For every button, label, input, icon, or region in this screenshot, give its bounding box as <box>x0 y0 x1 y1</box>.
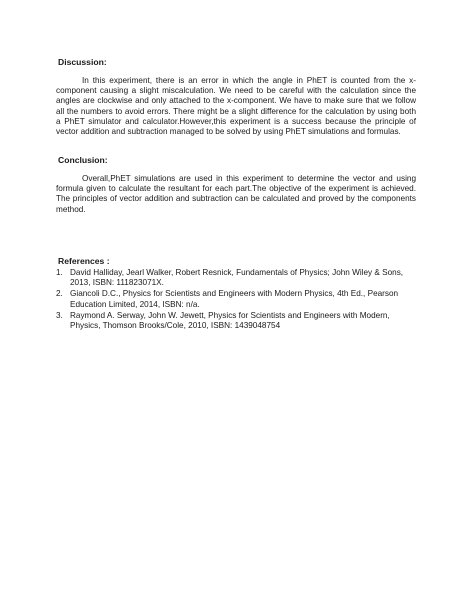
conclusion-heading: Conclusion: <box>58 155 108 165</box>
reference-text: Giancoli D.C., Physics for Scientists and Engineers with Modern Physics, 4th Ed., Pearson Education Limited, 2014, ISBN: n/a. <box>70 289 399 309</box>
reference-number: 2. <box>56 289 63 299</box>
references-heading: References : <box>58 256 110 266</box>
reference-text: David Halliday, Jearl Walker, Robert Resnick, Fundamentals of Physics; John Wiley & Sons, 2013, ISBN: 111823071X. <box>70 268 404 288</box>
reference-text: Raymond A. Serway, John W. Jewett, Physics for Scientists and Engineers with Modern, Physics, Thomson Brooks/Cole, 2010, ISBN: 1439048754 <box>70 310 390 331</box>
conclusion-paragraph: Overall,PhET simulations are used in this experiment to determine the vector and using formula given to calculate the resultant for each part.The objective of the experiment is achieved. The principles of vector addition and subtraction can be calculated and proved by the components method. <box>56 174 416 214</box>
reference-item <box>56 289 416 309</box>
discussion-paragraph: In this experiment, there is an error in which the angle in PhET is counted from the x-component causing a slight miscalculation. We need to be careful with the calculation since the angles are clockwise and only attached to the x-component. We have to make sure that we follow all the numbers to avoid errors. There might be a slight difference for the calculation by using both a PhET simulator and calculator.However,this experiment is a success because the principle of vector addition and subtraction managed to be solved by using PhET simulations and formulas. <box>56 76 416 137</box>
reference-item <box>56 311 416 331</box>
discussion-heading: Discussion: <box>58 57 107 67</box>
reference-item <box>56 268 416 288</box>
reference-number: 3. <box>56 310 63 320</box>
references-list <box>56 268 416 332</box>
reference-number: 1. <box>56 268 63 277</box>
